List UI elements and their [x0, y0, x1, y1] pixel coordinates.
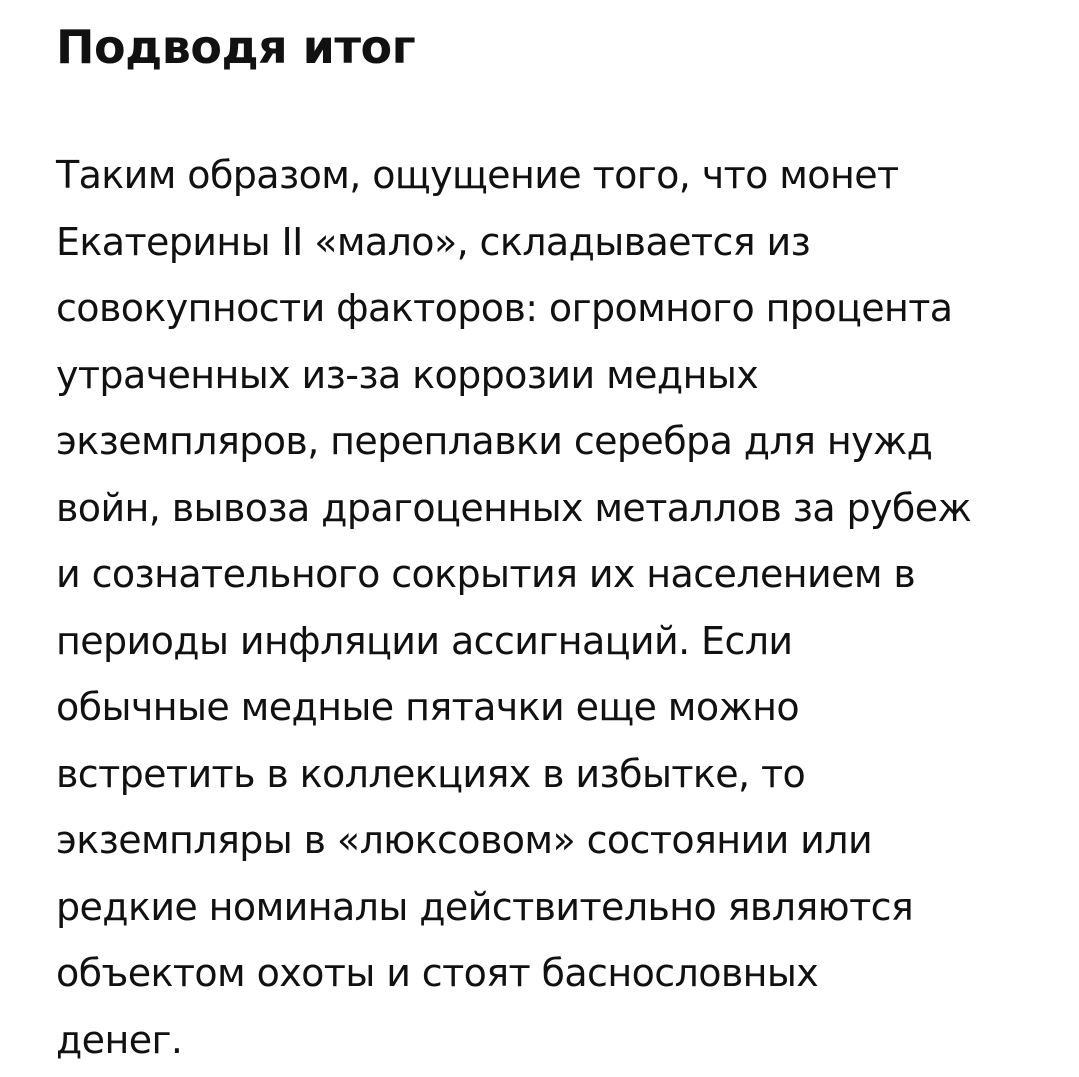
- paragraph-line: денег.: [56, 1017, 183, 1062]
- paragraph-line: периоды инфляции ассигнаций. Если: [56, 618, 793, 663]
- paragraph-line: Таким образом, ощущение того, что монет: [56, 153, 899, 197]
- summary-paragraph: [56, 142, 1056, 1073]
- paragraph-line: редкие номиналы действительно являются: [56, 884, 914, 929]
- paragraph-line: объектом охоты и стоят баснословных: [56, 951, 819, 995]
- paragraph-line: войн, вывоза драгоценных металлов за рубеж: [56, 485, 972, 530]
- paragraph-line: совокупности факторов: огромного процента: [56, 286, 953, 330]
- section-heading: Подводя итог: [56, 20, 416, 74]
- paragraph-line: обычные медные пятачки еще можно: [56, 685, 800, 729]
- paragraph-line: экземпляры в «люксовом» состоянии или: [56, 818, 873, 862]
- paragraph-line: встретить в коллекциях в избытке, то: [56, 751, 806, 796]
- article: [56, 14, 1056, 1073]
- paragraph-line: и сознательного сокрытия их населением в: [56, 552, 916, 596]
- paragraph-line: Екатерины II «мало», складывается из: [56, 219, 811, 264]
- paragraph-line: экземпляров, переплавки серебра для нужд: [56, 419, 933, 463]
- paragraph-line: утраченных из-за коррозии медных: [56, 352, 759, 397]
